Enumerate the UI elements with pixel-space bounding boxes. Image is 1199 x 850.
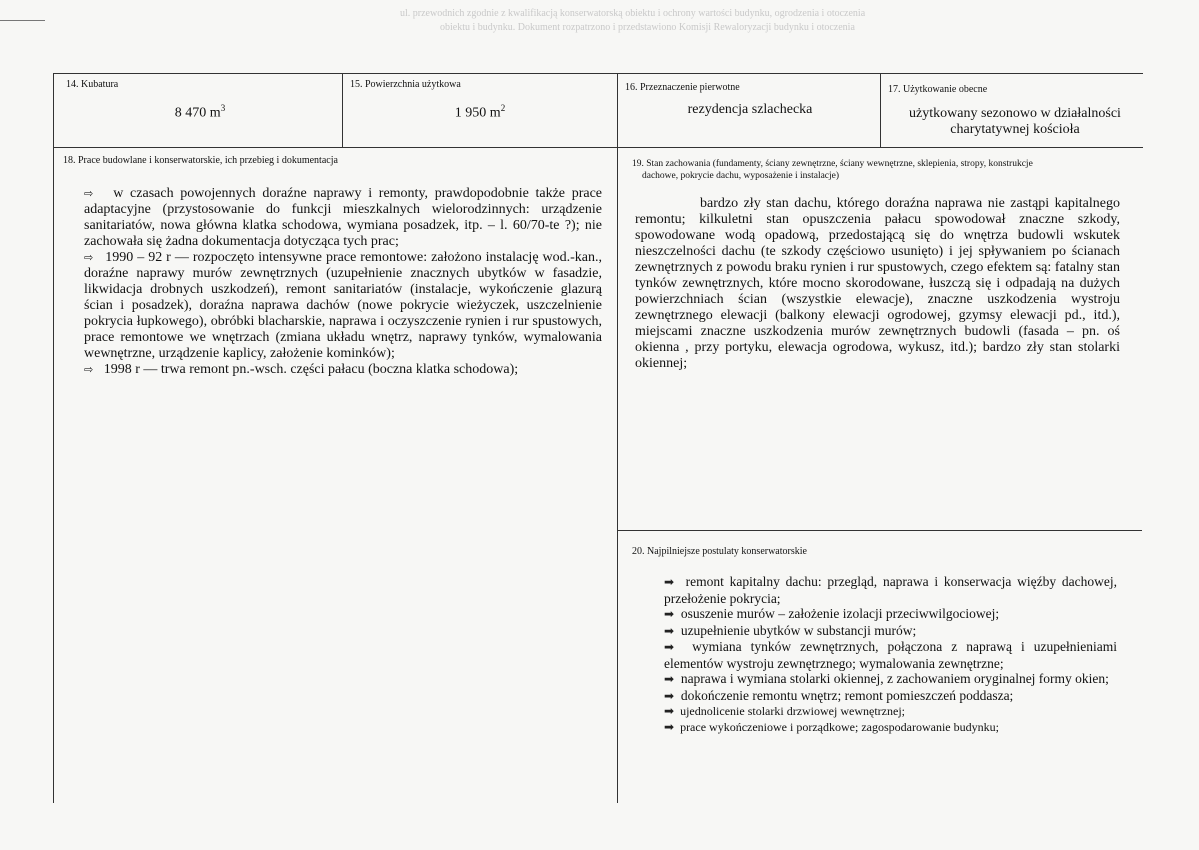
field-16-value: rezydencja szlachecka (687, 102, 813, 117)
field-18-item-text: 1998 r — trwa remont pn.-wsch. części pałacu (boczna klatka schodowa); (103, 362, 519, 377)
row1-bottom-border (53, 147, 1143, 148)
arrow-bullet-icon: ➡ (664, 688, 675, 703)
postulate-item (664, 623, 1117, 640)
postulate-text: osuszenie murów – założenie izolacji przeciwwilgociowej; (680, 606, 1000, 621)
arrow-bullet-icon: ➡ (664, 672, 675, 686)
row1-divider-1 (342, 73, 343, 147)
postulate-text: remont kapitalny dachu: przegląd, naprawa i konserwacja więźby dachowej, przełożenie pokrycia; (664, 574, 1117, 606)
row1-divider-3 (880, 73, 881, 147)
postulate-text: wymiana tynków zewnętrznych, połączona z naprawą i uzupełnieniami elementów wystroju zewnętrznego; wymalowania zewnętrzne; (664, 639, 1118, 671)
field-20-list (664, 574, 1117, 735)
field-17-value-line-1: użytkowany sezonowo w działalności (909, 106, 1121, 121)
arrow-bullet-icon: ➡ (664, 623, 675, 638)
field-20-top-border (617, 530, 1142, 531)
postulate-item (664, 574, 1117, 606)
postulate-item (664, 606, 1117, 623)
field-18-item-3 (84, 362, 602, 378)
postulate-item (664, 639, 1117, 671)
field-15-number: 1 950 m (454, 105, 501, 121)
faint-header-line-1: ul. przewodnich zgodnie z kwalifikacją konserwatorską obiektu i ochrony wartości budynku, ogrodzenia i otoczenia (400, 8, 866, 19)
arrow-bullet-icon: ➡ (664, 607, 675, 621)
field-18-item-text: 1990 – 92 r — rozpoczęto intensywne prace remontowe: założono instalację wod.-kan., doraźne naprawy murów zewnętrznych (uzupełnienie znacznych ubytków w fasadzie, likwidacja drobnych uszkodzeń), remont sanitariatów (instalacje, wykończenie glazurą ścian i posadzek), doraźna naprawa dachów (nowe pokrycie wieżyczek, uszczelnienie pokrycia łupkowego), obróbki blacharskie, naprawa i oczyszczenie rynien i rur spustowych, prace remontowe we wnętrzach (zmiana układu wnętrz, naprawy tynków, wymalowania wewnętrzne, urządzenie kaplicy, założenie kominków); (84, 250, 603, 361)
form-left-border (53, 73, 54, 803)
field-18-item-text: w czasach powojennych doraźne naprawy i remonty, prawdopodobnie także prace adaptacyjne (przystosowanie do funkcji mieszkalnych wielorodzinnych: urządzenie sanitariatów, nowa główna klatka schodowa, wymiana posadzek, itp. – l. 60/70-te ?); nie zachowała się żadna dokumentacja dotycząca tych prac; (84, 186, 603, 249)
field-14-number: 8 470 m (174, 105, 221, 121)
postulate-item (664, 720, 1117, 736)
postulate-text: ujednolicenie stolarki drzwiowej wewnętrznej; (680, 704, 905, 718)
field-19-label-line-2: dachowe, pokrycie dachu, wyposażenie i instalacje) (642, 171, 840, 181)
postulate-item (664, 688, 1117, 705)
field-18-item-2 (84, 250, 602, 362)
row1-top-border (53, 73, 1143, 74)
field-15-label: 15. Powierzchnia użytkowa (350, 79, 461, 90)
field-14-value (120, 100, 280, 122)
field-17-value-line-2: charytatywnej kościoła (950, 122, 1080, 137)
field-18-item-1 (84, 186, 602, 250)
postulate-text: naprawa i wymiana stolarki okiennej, z zachowaniem oryginalnej formy okien; (680, 671, 1109, 686)
field-14-label: 14. Kubatura (66, 79, 119, 90)
postulate-text: uzupełnienie ubytków w substancji murów; (680, 622, 917, 638)
field-15-value (400, 100, 560, 122)
form-center-divider (617, 73, 618, 803)
field-18-label: 18. Prace budowlane i konserwatorskie, ich przebieg i dokumentacja (63, 155, 338, 166)
field-19-label (632, 158, 1132, 182)
open-arrow-bullet-icon: ⇨ (84, 187, 94, 200)
arrow-bullet-icon: ➡ (664, 719, 675, 734)
postulate-item (664, 671, 1117, 688)
top-left-rule (0, 20, 45, 21)
field-20-label: 20. Najpilniejsze postulaty konserwatorskie (632, 546, 807, 557)
field-17-label: 17. Użytkowanie obecne (888, 84, 988, 95)
arrow-bullet-icon: ➡ (664, 640, 675, 654)
arrow-bullet-icon: ➡ (664, 704, 675, 718)
field-18-content (84, 186, 602, 378)
open-arrow-bullet-icon: ⇨ (84, 363, 94, 376)
field-14-unit-exponent: 3 (220, 103, 226, 113)
field-19-label-line-1: 19. Stan zachowania (fundamenty, ściany zewnętrzne, ściany wewnętrzne, sklepienia, stropy, konstrukcje (632, 159, 1033, 169)
postulate-text: dokończenie remontu wnętrz; remont pomieszczeń poddasza; (680, 687, 1014, 703)
postulate-item (664, 704, 1117, 720)
faint-header-line-2: obiektu i budynku. Dokument rozpatrzono i przedstawiono Komisji Rewaloryzacji budynku i otoczenia (440, 22, 855, 33)
field-19-text: bardzo zły stan dachu, którego doraźna naprawa nie zastąpi kapitalnego remontu; kilkuletni stan opuszczenia pałacu spowodował znaczne szkody, spowodowane wodą opadową, przedostającą się do wnętrza budowli wskutek nieszczelności dachu (te szkody częściowo usunięto) i jej spływaniem po ścianach zewnętrznych z powodu braku rynien i rur spustowych, czego efektem są: fatalny stan tynków zewnętrznych, które mocno skorodowane, łuszczą się i odpadają na dużych powierzchniach ścian (wszystkie elewacje), znaczne uszkodzenia wystroju zewnętrznego elewacji (balkony elewacji ogrodowej, gzymsy elewacji pd., itd.), miejscami znaczne uszkodzenia murów zewnętrznych budowli (fasada – pn. oś okienna , przy portyku, elewacja ogrodowa, wykusz, itd.); bardzo zły stan stolarki okiennej; (635, 196, 1120, 371)
field-15-unit-exponent: 2 (500, 103, 506, 113)
open-arrow-bullet-icon: ⇨ (84, 251, 94, 264)
arrow-bullet-icon: ➡ (664, 575, 675, 589)
field-16-label: 16. Przeznaczenie pierwotne (625, 82, 740, 93)
postulate-text: prace wykończeniowe i porządkowe; zagospodarowanie budynku; (680, 719, 999, 734)
